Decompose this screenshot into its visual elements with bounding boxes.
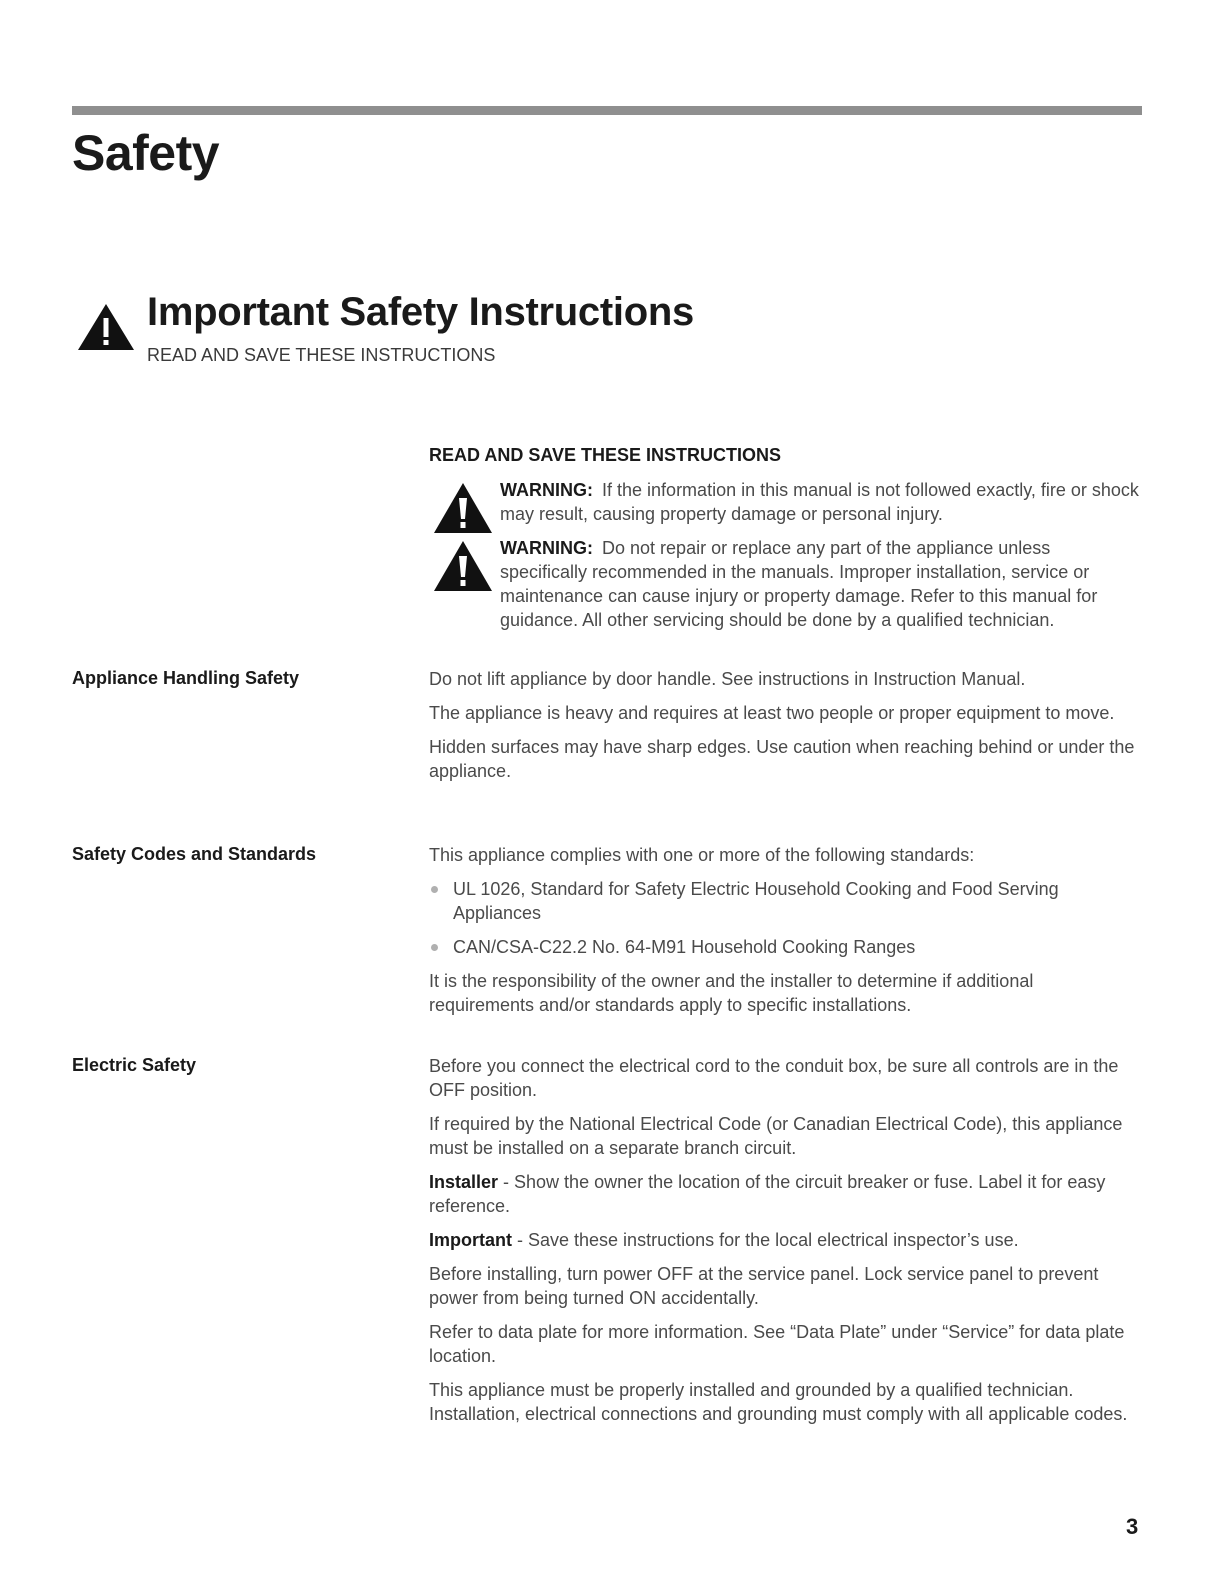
- electric-safety-heading: Electric Safety: [72, 1055, 197, 1075]
- section-heading: Important Safety Instructions: [147, 290, 694, 334]
- warning-triangle-icon: [76, 302, 136, 352]
- warning-label: WARNING:: [500, 538, 593, 558]
- paragraph: This appliance must be properly installed and grounded by a qualified technician. Installation, electrical connections and grounding must comply with all applicable codes.: [429, 1380, 1128, 1424]
- warning-exclamation-icon: [433, 482, 493, 534]
- section-subheading: READ AND SAVE THESE INSTRUCTIONS: [147, 345, 496, 365]
- important-label: Important: [429, 1230, 512, 1250]
- electric-safety-body: [429, 1054, 1141, 1436]
- paragraph: It is the responsibility of the owner and the installer to determine if additional requirements and/or standards apply to specific installations.: [429, 971, 1034, 1015]
- appliance-handling-body: [429, 667, 1141, 793]
- paragraph: The appliance is heavy and requires at least two people or proper equipment to move.: [429, 703, 1115, 723]
- warning-text: Do not repair or replace any part of the appliance unless specifically recommended in the manuals. Improper installation, service or maintenance can cause injury or property damage. Refer to this manual for guidance. All other servicing should be done by a qualified technician.: [500, 538, 1098, 630]
- safety-codes-body: [429, 843, 1141, 1027]
- list-item: UL 1026, Standard for Safety Electric Household Cooking and Food Serving Appliances: [429, 877, 1141, 925]
- important-paragraph: Important - Save these instructions for the local electrical inspector’s use.: [429, 1230, 1019, 1250]
- installer-paragraph: Installer - Show the owner the location of the circuit breaker or fuse. Label it for easy reference.: [429, 1172, 1106, 1216]
- safety-codes-heading: Safety Codes and Standards: [72, 844, 317, 864]
- page-number: 3: [1126, 1514, 1139, 1539]
- installer-label: Installer: [429, 1172, 499, 1192]
- warning-label: WARNING:: [500, 480, 593, 500]
- warning-2: [429, 536, 1141, 632]
- paragraph: If required by the National Electrical Code (or Canadian Electrical Code), this appliance must be installed on a separate branch circuit.: [429, 1114, 1123, 1158]
- paragraph: Do not lift appliance by door handle. See instructions in Instruction Manual.: [429, 669, 1026, 689]
- warning-text: If the information in this manual is not followed exactly, fire or shock may result, causing property damage or personal injury.: [500, 480, 1139, 524]
- warnings-heading: READ AND SAVE THESE INSTRUCTIONS: [429, 445, 782, 465]
- warning-exclamation-icon: [433, 540, 493, 592]
- paragraph: Before installing, turn power OFF at the service panel. Lock service panel to prevent power from being turned ON accidentally.: [429, 1264, 1099, 1308]
- bullet-icon: [431, 886, 438, 893]
- page-title: Safety: [72, 125, 220, 181]
- warning-1: [429, 478, 1141, 526]
- paragraph: Refer to data plate for more information. See “Data Plate” under “Service” for data plate location.: [429, 1322, 1125, 1366]
- paragraph: This appliance complies with one or more of the following standards:: [429, 845, 975, 865]
- paragraph: Before you connect the electrical cord to the conduit box, be sure all controls are in the OFF position.: [429, 1056, 1119, 1100]
- standards-list: [429, 877, 1141, 959]
- paragraph: Hidden surfaces may have sharp edges. Use caution when reaching behind or under the appliance.: [429, 737, 1135, 781]
- appliance-handling-heading: Appliance Handling Safety: [72, 668, 300, 688]
- list-item: CAN/CSA-C22.2 No. 64-M91 Household Cooking Ranges: [429, 935, 1141, 959]
- header-rule: [72, 106, 1142, 115]
- bullet-icon: [431, 944, 438, 951]
